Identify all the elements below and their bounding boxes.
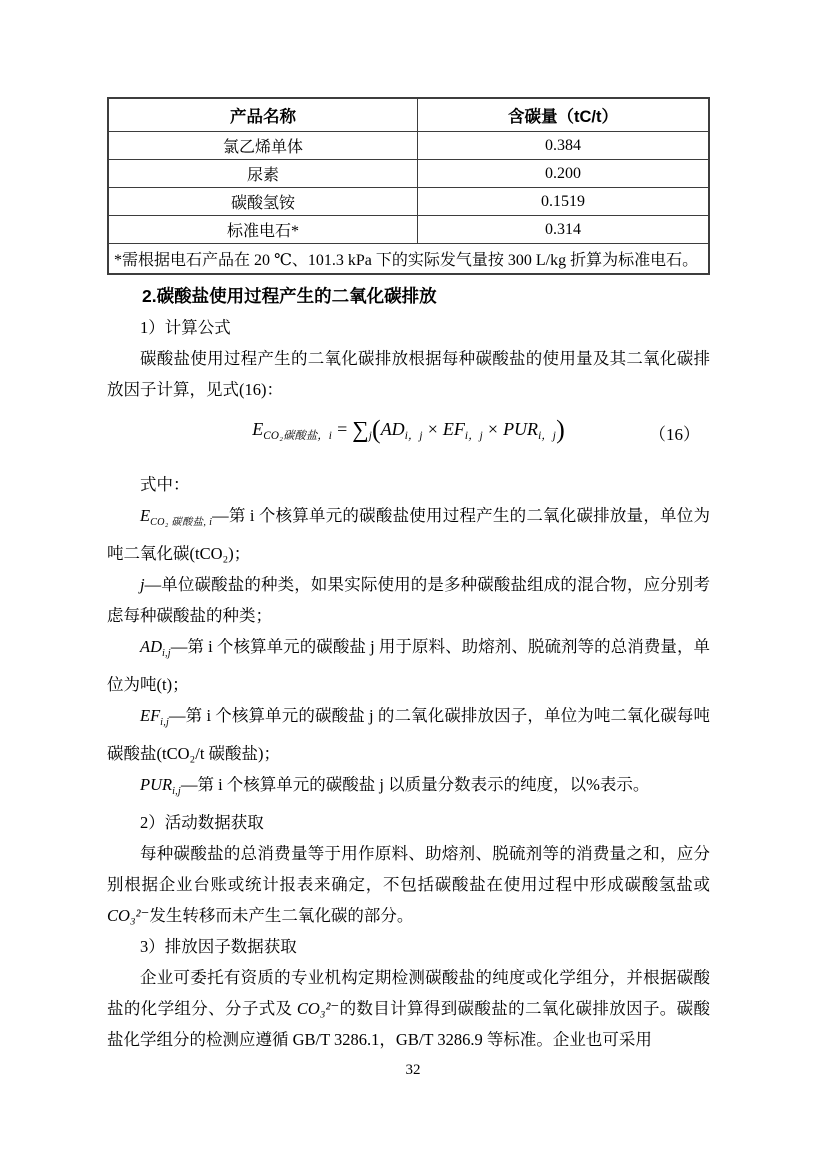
page-number: 32 <box>405 1062 421 1078</box>
formula-ad-base: AD <box>380 419 405 439</box>
symbol-ef-subscript: i,j <box>160 716 170 728</box>
formula-e-subscript: CO₂碳酸盐，i <box>263 430 333 443</box>
table-footnote: *需根据电石产品在 20 ℃、101.3 kPa 下的实际发气量按 300 L/kg 折算为标准电石。 <box>108 244 709 275</box>
definition-pur <box>107 769 710 807</box>
table-header-product-name: 产品名称 <box>108 98 418 132</box>
definition-text: 单位碳酸盐的种类，如果实际使用的是多种碳酸盐组成的混合物，应分别考虑每种碳酸盐的种类； <box>107 574 710 625</box>
formula-ad-subscript: i，j <box>404 430 423 443</box>
list-item-calculation-formula: 1）计算公式 <box>140 318 231 337</box>
multiply-sign: × <box>487 419 499 439</box>
equation-number: （16） <box>649 425 700 444</box>
formula-expression <box>252 415 565 444</box>
equals-sign: = <box>337 419 348 439</box>
symbol-j: j <box>140 574 145 594</box>
paragraph-text: 的数目计算得到碳酸盐的二氧化碳排放因子。碳酸盐化学组分的检测应遵循 GB/T 3286.1，GB/T 3286.9 等标准。企业也可采用 <box>107 998 711 1049</box>
symbol-co3-icon: CO₃²⁻ <box>107 905 150 925</box>
paragraph-text: 企业可委托有资质的专业机构定期检测碳酸盐的纯度或化学组分，并根据碳酸盐的化学组分、分子式及 <box>107 967 710 1018</box>
carbon-content-table <box>107 97 710 275</box>
carbon-value-cell: 0.200 <box>418 160 710 188</box>
table-header-carbon-content: 含碳量（tC/t） <box>418 98 710 132</box>
em-dash: — <box>170 636 188 656</box>
sigma-icon: ∑ <box>352 417 369 442</box>
symbol-pur-subscript: i,j <box>172 785 181 797</box>
section-heading: 2.碳酸盐使用过程产生的二氧化碳排放 <box>142 286 437 306</box>
definition-j <box>107 569 710 631</box>
paragraph-text: 发生转移而未产生二氧化碳的部分。 <box>149 905 414 925</box>
paragraph-text: 每种碳酸盐的总消费量等于用作原料、助熔剂、脱硫剂等的消费量之和，应分别根据企业台账或统计报表来确定，不包括碳酸盐在使用过程中形成碳酸氢盐或 <box>107 843 710 894</box>
table-footnote-row <box>108 244 709 275</box>
definition-e <box>107 500 710 569</box>
formula-pur-base: PUR <box>503 419 539 439</box>
table-row <box>108 216 709 244</box>
table-header-row <box>108 98 709 132</box>
symbol-e-subscript: CO₂ 碳酸盐, i <box>150 516 213 528</box>
definition-text: 第 i 个核算单元的碳酸盐 j 用于原料、助熔剂、脱硫剂等的总消费量，单位为吨(t)； <box>107 636 710 694</box>
product-name-cell: 碳酸氢铵 <box>108 188 418 216</box>
where-label: 式中： <box>140 475 190 494</box>
paragraph-activity-data <box>107 838 710 931</box>
table-row <box>108 160 709 188</box>
symbol-ef: EF <box>140 705 161 725</box>
carbon-value-cell: 0.384 <box>418 132 710 160</box>
table-row <box>108 188 709 216</box>
document-body <box>107 97 710 1055</box>
carbon-value-cell: 0.314 <box>418 216 710 244</box>
symbol-pur: PUR <box>140 774 173 794</box>
sigma-subscript: j <box>368 430 373 443</box>
table-row <box>108 132 709 160</box>
left-paren: ( <box>372 415 381 444</box>
definition-ad <box>107 631 710 700</box>
product-name-cell: 尿素 <box>108 160 418 188</box>
formula-ef-subscript: i，j <box>464 430 483 443</box>
definition-text: 第 i 个核算单元的碳酸盐使用过程产生的二氧化碳排放量，单位为吨二氧化碳(tCO₂)； <box>107 506 710 563</box>
product-name-cell: 氯乙烯单体 <box>108 132 418 160</box>
multiply-sign: × <box>427 419 438 439</box>
carbon-value-cell: 0.1519 <box>418 188 710 216</box>
symbol-e: E <box>140 506 151 525</box>
definition-text: 第 i 个核算单元的碳酸盐 j 的二氧化碳排放因子，单位为吨二氧化碳每吨碳酸盐(tCO₂/t 碳酸盐)； <box>107 705 710 763</box>
symbol-ad-subscript: i,j <box>162 647 171 659</box>
list-item-emission-factor: 3）排放因子数据获取 <box>140 936 297 956</box>
em-dash: — <box>212 506 229 525</box>
formula-e-base: E <box>252 419 264 439</box>
em-dash: — <box>169 705 186 725</box>
formula-ef-base: EF <box>442 419 465 439</box>
list-item-activity-data: 2）活动数据获取 <box>140 812 264 832</box>
definition-ef <box>107 700 710 769</box>
em-dash: — <box>180 774 198 794</box>
symbol-co3-icon: CO₃²⁻ <box>296 998 340 1018</box>
symbol-ad: AD <box>140 636 162 656</box>
em-dash: — <box>144 574 162 594</box>
paragraph-intro: 碳酸盐使用过程产生的二氧化碳排放根据每种碳酸盐的使用量及其二氧化碳排放因子计算，见式(16)： <box>107 349 710 399</box>
formula-pur-subscript: i，j <box>538 430 557 443</box>
product-name-cell: 标准电石* <box>108 216 418 244</box>
definition-text: 第 i 个核算单元的碳酸盐 j 以质量分数表示的纯度，以%表示。 <box>197 774 650 794</box>
paragraph-emission-factor <box>107 962 710 1055</box>
right-paren: ) <box>556 415 565 444</box>
formula-16 <box>107 414 710 456</box>
